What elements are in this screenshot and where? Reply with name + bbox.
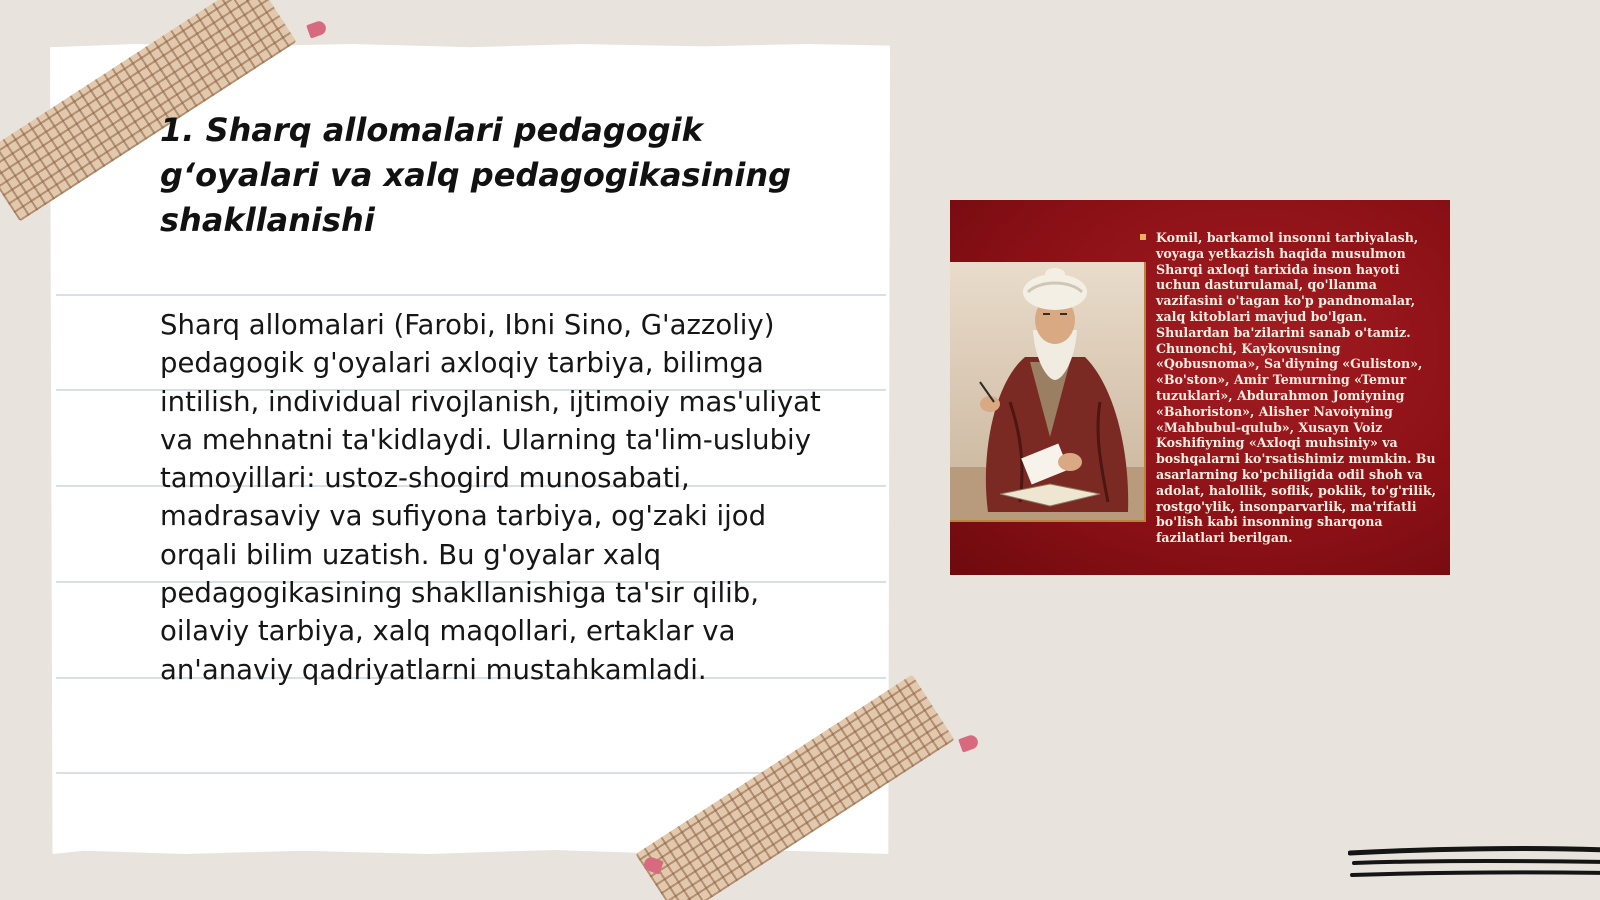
scholar-portrait-icon	[950, 262, 1146, 522]
scholar-slide-image	[950, 200, 1450, 575]
slide-body-text: Sharq allomalari (Farobi, Ibni Sino, G'azzoliy) pedagogik g'oyalari axloqiy tarbiya, bilimga intilish, individual rivojlanish, ijtimoiy mas'uliyat va mehnatni ta'kidlaydi. Ularning ta'lim-uslubiy tamoyillari: ustoz-shogird munosabati, madrasaviy va sufiyona tarbiya, og'zaki ijod orqali bilim uzatish. Bu g'oyalar xalq pedagogikasining shakllanishiga ta'sir qilib, oilaviy tarbiya, xalq maqollari, ertaklar va an'anaviy qadriyatlarni mustahkamladi.	[160, 309, 821, 686]
tape-tip	[306, 19, 328, 38]
brush-stroke-lines	[1348, 845, 1600, 895]
image-caption-text: Komil, barkamol insonni tarbiyalash, voyaga yetkazish haqida musulmon Sharqi axloqi tarixida inson hayoti uchun dasturulamal, qo'llanma vazifasini o'tagan ko'p pandnomalar, xalq kitoblari mavjud bo'lgan. Shulardan ba'zilarini sanab o'tamiz. Chunonchi, Kaykovusning «Qobusnoma», Sa'diyning «Guliston», «Bo'ston», Amir Temurning «Temur tuzuklari», Abdurahmon Jomiyning «Bahoriston», Alisher Navoiyning «Mahbubul-qulub», Xusayn Voiz Koshifiyning «Axloqi muhsiniy» va boshqalarni ko'rsatishimiz mumkin. Bu asarlarning ko'pchiligida odil shoh va adolat, halollik, soflik, poklik, to'g'rilik, rostgo'ylik, insonparvarlik, ma'rifatli bo'lish kabi insonning sharqona fazilatlari berilgan.	[1156, 230, 1436, 546]
tape-tip	[958, 733, 980, 752]
ruled-line	[56, 294, 886, 296]
bullet-marker	[1140, 234, 1146, 240]
slide-title: 1. Sharq allomalari pedagogik g‘oyalari va xalq pedagogikasining shakllanishi	[160, 111, 791, 239]
scholar-portrait-drawing	[950, 262, 1144, 520]
